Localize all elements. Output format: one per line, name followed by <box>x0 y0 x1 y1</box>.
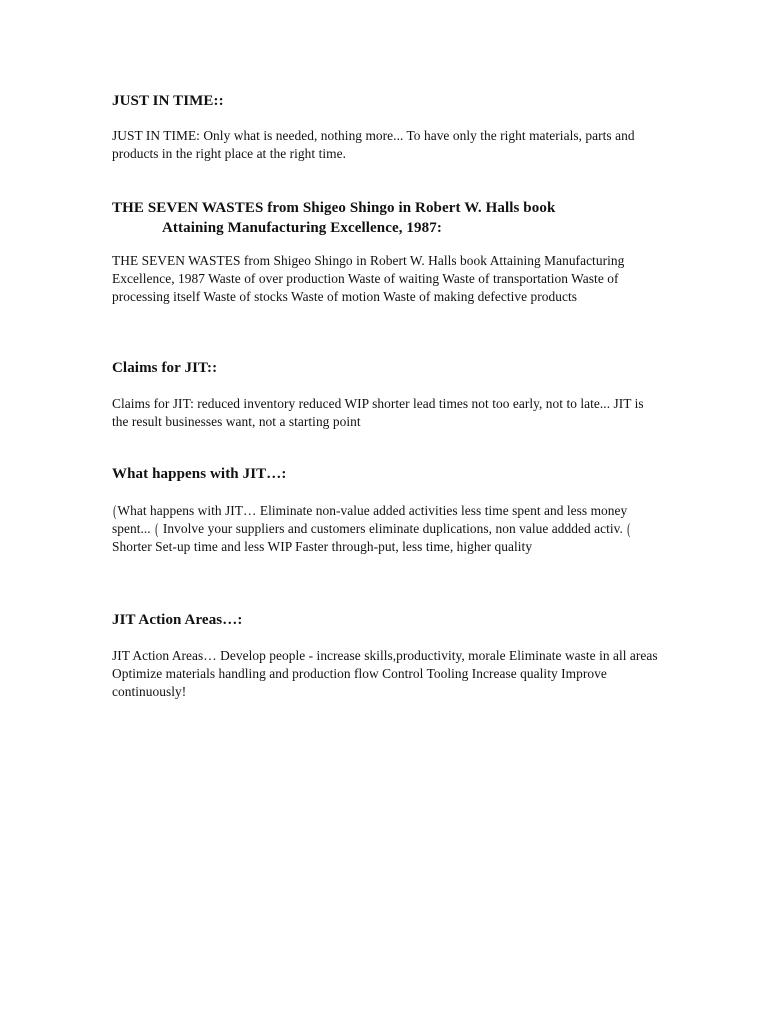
section-heading: JUST IN TIME:: <box>112 93 224 109</box>
bullet-glyph: ( <box>627 521 631 538</box>
section-heading: What happens with JIT…: <box>112 466 287 482</box>
section-claims-for-jit <box>112 358 662 431</box>
bullet-glyph: ( <box>113 503 117 520</box>
section-just-in-time <box>112 91 662 163</box>
heading-line-1: THE SEVEN WASTES from Shigeo Shingo in Robert W. Halls book <box>112 200 556 216</box>
heading-line-2: Attaining Manufacturing Excellence, 1987: <box>162 220 442 236</box>
bullet-glyph: ( <box>155 521 159 538</box>
body-part-1: What happens with JIT… Eliminate non-value added activities less time spent and less money spent... <box>112 503 628 536</box>
section-jit-action-areas <box>112 610 662 701</box>
section-body: THE SEVEN WASTES from Shigeo Shingo in Robert W. Halls book Attaining Manufacturing Excellence, 1987 Waste of over production Waste of waiting Waste of transportation Waste of processing itself Waste of stocks Waste of motion Waste of making defective products <box>112 253 625 304</box>
section-what-happens-with-jit <box>112 464 662 556</box>
body-part-3: Shorter Set-up time and less WIP Faster through-put, less time, higher quality <box>112 539 533 554</box>
section-body: JIT Action Areas… Develop people - increase skills,productivity, morale Eliminate waste in all areas Optimize materials handling and production flow Control Tooling Increase quality Improve continuously! <box>112 648 658 699</box>
section-seven-wastes <box>112 198 662 306</box>
body-part-2: Involve your suppliers and customers eliminate duplications, non value addded activ. <box>162 521 623 536</box>
section-heading: JIT Action Areas…: <box>112 612 243 628</box>
section-heading: Claims for JIT:: <box>112 360 218 376</box>
section-heading <box>112 198 662 238</box>
section-body: JUST IN TIME: Only what is needed, nothing more... To have only the right materials, parts and products in the right place at the right time. <box>112 128 635 161</box>
section-body <box>112 502 662 556</box>
section-body: Claims for JIT: reduced inventory reduced WIP shorter lead times not too early, not to late... JIT is the result businesses want, not a starting point <box>112 396 644 429</box>
